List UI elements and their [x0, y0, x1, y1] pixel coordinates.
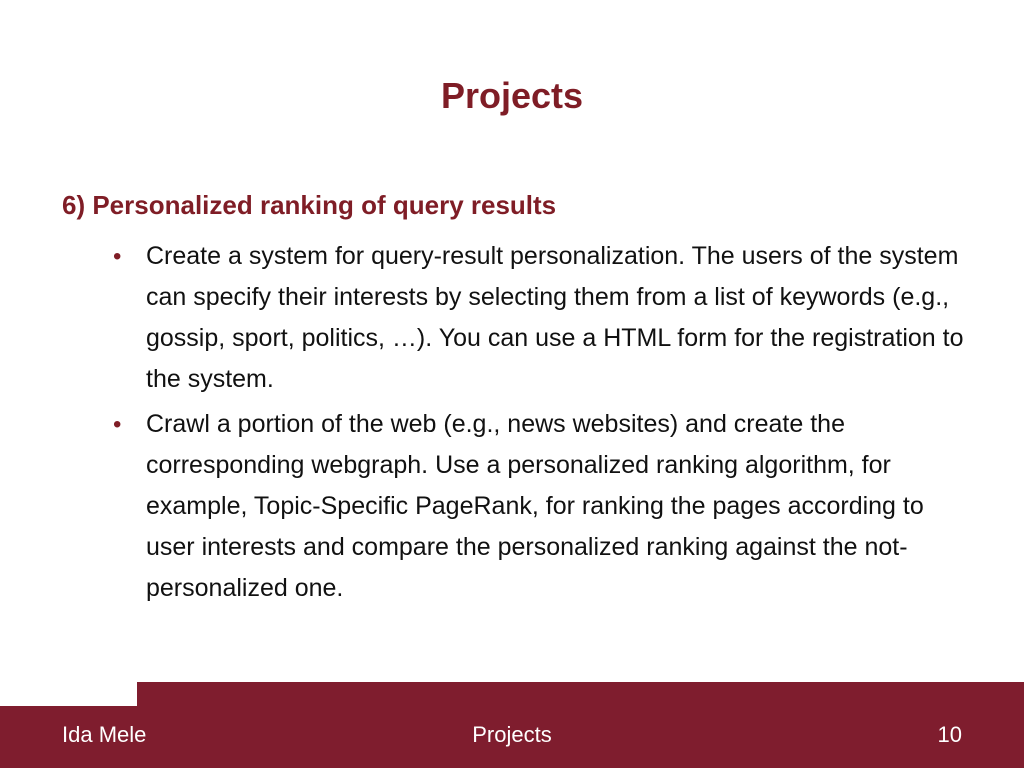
bullet-list: [113, 236, 975, 613]
footer-title: Projects: [472, 722, 552, 747]
bullet-text: Crawl a portion of the web (e.g., news websites) and create the corresponding webgraph. Use a personalized ranking algorithm, for example, Topic-Specific PageRank, for ranking the pages according to user interests and compare the personalized ranking against the not-personalized one.: [146, 410, 924, 602]
footer-author: Ida Mele: [62, 722, 147, 747]
bullet-dot-icon: •: [113, 243, 122, 270]
bullet-item: [113, 404, 975, 609]
bullet-dot-icon: •: [113, 411, 122, 438]
footer-page-number: 10: [937, 722, 962, 747]
bullet-item: [113, 236, 975, 400]
slide-title: Projects: [440, 75, 584, 116]
section-heading: 6) Personalized ranking of query results: [62, 190, 557, 220]
footer-tab-decoration: [137, 682, 1024, 708]
bullet-text: Create a system for query-result personalization. The users of the system can specify their interests by selecting them from a list of keywords (e.g., gossip, sport, politics, …). You can use a HTML form for the registration to the system.: [146, 242, 964, 393]
